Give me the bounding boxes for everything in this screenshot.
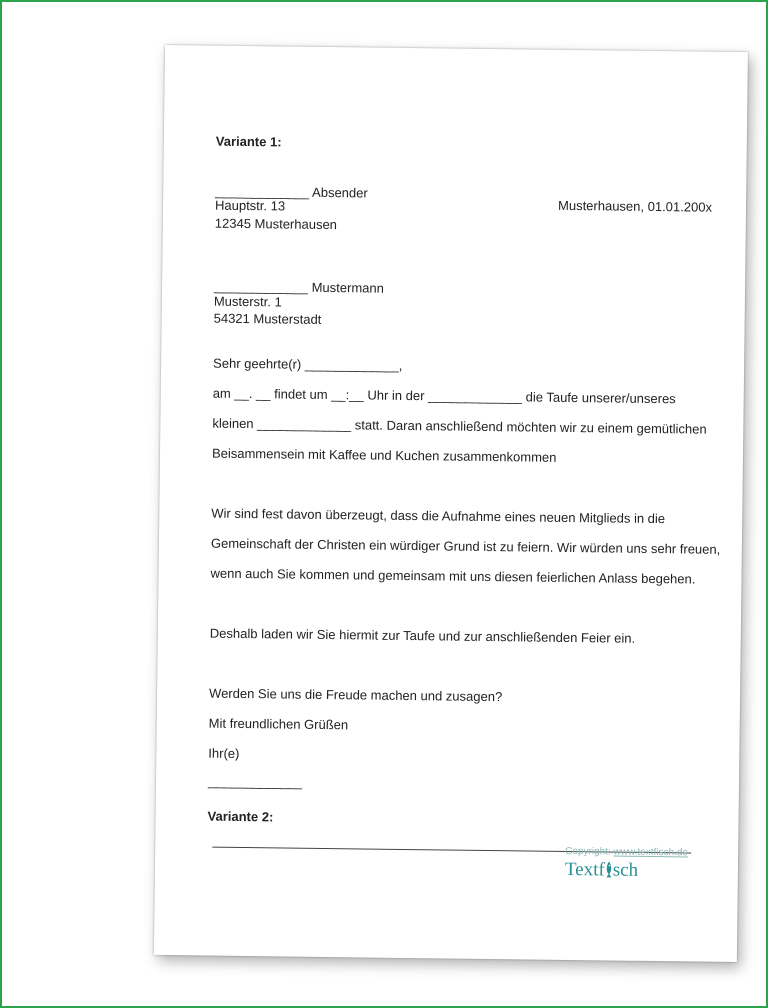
textfisch-logo bbox=[565, 859, 638, 882]
copyright-link[interactable]: www.textfisch.de bbox=[613, 846, 689, 859]
paragraph-2-line-3: wenn auch Sie kommen und gemeinsam mit uns diesen feierlichen Anlass begehen. bbox=[210, 565, 696, 587]
paragraph-1-line-2: kleinen _____________ statt. Daran anschließend möchten wir zu einem gemütlichen bbox=[212, 415, 707, 437]
recipient-city: 54321 Musterstadt bbox=[213, 310, 322, 327]
sender-name-line: _____________ Absender bbox=[215, 183, 368, 201]
question: Werden Sie uns die Freude machen und zusagen? bbox=[208, 685, 503, 705]
letter-page bbox=[154, 45, 748, 962]
recipient-street: Musterstr. 1 bbox=[213, 293, 282, 310]
fish-icon bbox=[605, 861, 613, 877]
salutation: Sehr geehrte(r) _____________, bbox=[213, 355, 403, 373]
paragraph-3: Deshalb laden wir Sie hiermit zur Taufe und zur anschließenden Feier ein. bbox=[209, 625, 636, 646]
variant-2-heading: Variante 2: bbox=[207, 808, 274, 825]
place-date: Musterhausen, 01.01.200x bbox=[557, 197, 713, 215]
paragraph-2-line-2: Gemeinschaft der Christen ein würdiger Grund ist zu feiern. Wir würden uns sehr freuen, bbox=[210, 535, 721, 557]
signature-name: Ihr(e) bbox=[208, 745, 240, 761]
logo-text-right: sch bbox=[612, 859, 639, 881]
sender-street: Hauptstr. 13 bbox=[214, 197, 286, 214]
logo-text-left: Textf bbox=[564, 858, 605, 881]
sender-city: 12345 Musterhausen bbox=[214, 215, 338, 233]
copyright-note bbox=[565, 846, 688, 858]
copyright-prefix: Copyright: bbox=[565, 845, 614, 858]
paragraph-2-line-1: Wir sind fest davon überzeugt, dass die Aufnahme eines neuen Mitglieds in die bbox=[211, 505, 666, 527]
variant-1-heading: Variante 1: bbox=[215, 133, 282, 150]
paragraph-1-line-3: Beisammensein mit Kaffee und Kuchen zusammenkommen bbox=[211, 445, 557, 465]
closing: Mit freundlichen Grüßen bbox=[208, 715, 349, 733]
recipient-name-line: _____________ Mustermann bbox=[213, 278, 384, 296]
paragraph-1-line-1: am __. __ findet um __:__ Uhr in der _____________ die Taufe unserer/unseres bbox=[212, 385, 676, 407]
signature-line: _____________ bbox=[207, 773, 303, 790]
